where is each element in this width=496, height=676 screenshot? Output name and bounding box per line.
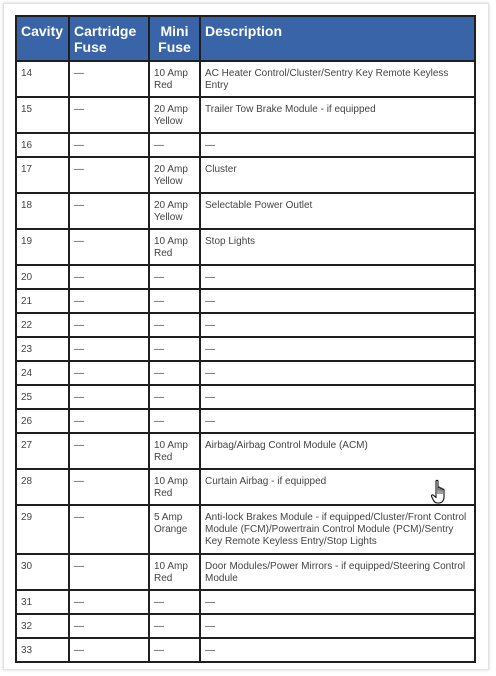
- mini-fuse-cell: 5 Amp Orange: [149, 505, 200, 554]
- cavity-cell: 18: [16, 193, 69, 229]
- cavity-cell: 15: [16, 97, 69, 133]
- cavity-cell: 27: [16, 433, 69, 469]
- cavity-cell: 26: [16, 409, 69, 433]
- cartridge-fuse-cell: —: [69, 289, 149, 313]
- mini-fuse-cell: —: [149, 337, 200, 361]
- table-row: [16, 614, 475, 638]
- header-cavity: Cavity: [16, 16, 69, 61]
- mini-fuse-cell: —: [149, 265, 200, 289]
- mini-fuse-cell: 20 Amp Yellow: [149, 97, 200, 133]
- description-cell: Cluster: [200, 157, 475, 193]
- description-cell: Selectable Power Outlet: [200, 193, 475, 229]
- cavity-cell: 28: [16, 469, 69, 505]
- table-row: [16, 361, 475, 385]
- table-row: [16, 265, 475, 289]
- header-cartridge-fuse: Cartridge Fuse: [69, 16, 149, 61]
- description-cell: —: [200, 409, 475, 433]
- description-cell: —: [200, 590, 475, 614]
- mini-fuse-cell: 10 Amp Red: [149, 433, 200, 469]
- cartridge-fuse-cell: —: [69, 313, 149, 337]
- table-row: [16, 385, 475, 409]
- description-cell: Anti-lock Brakes Module - if equipped/Cluster/Front Control Module (FCM)/Powertrain Control Module (PCM)/Sentry Key Remote Keyless Entry/Stop Lights: [200, 505, 475, 554]
- cavity-cell: 19: [16, 229, 69, 265]
- description-cell: —: [200, 361, 475, 385]
- hand-pointer-icon: [430, 479, 448, 505]
- mini-fuse-cell: 10 Amp Red: [149, 469, 200, 505]
- table-row: [16, 133, 475, 157]
- cavity-cell: 17: [16, 157, 69, 193]
- cartridge-fuse-cell: —: [69, 265, 149, 289]
- mini-fuse-cell: —: [149, 133, 200, 157]
- mini-fuse-cell: —: [149, 313, 200, 337]
- cavity-cell: 31: [16, 590, 69, 614]
- cartridge-fuse-cell: —: [69, 361, 149, 385]
- cartridge-fuse-cell: —: [69, 229, 149, 265]
- cavity-cell: 22: [16, 313, 69, 337]
- mini-fuse-cell: —: [149, 409, 200, 433]
- cavity-cell: 21: [16, 289, 69, 313]
- cavity-cell: 33: [16, 638, 69, 662]
- mini-fuse-cell: —: [149, 638, 200, 662]
- cavity-cell: 23: [16, 337, 69, 361]
- description-cell: Curtain Airbag - if equipped: [200, 469, 475, 505]
- table-header-row: [16, 16, 475, 61]
- mini-fuse-cell: —: [149, 590, 200, 614]
- description-cell: Airbag/Airbag Control Module (ACM): [200, 433, 475, 469]
- cartridge-fuse-cell: —: [69, 469, 149, 505]
- cavity-cell: 29: [16, 505, 69, 554]
- description-cell: —: [200, 313, 475, 337]
- table-row: [16, 409, 475, 433]
- cartridge-fuse-cell: —: [69, 61, 149, 97]
- cartridge-fuse-cell: —: [69, 193, 149, 229]
- cartridge-fuse-cell: —: [69, 433, 149, 469]
- cartridge-fuse-cell: —: [69, 157, 149, 193]
- table-row: [16, 97, 475, 133]
- mini-fuse-cell: —: [149, 289, 200, 313]
- table-row: [16, 469, 475, 505]
- mini-fuse-cell: —: [149, 361, 200, 385]
- mini-fuse-cell: 10 Amp Red: [149, 554, 200, 590]
- description-cell: —: [200, 337, 475, 361]
- table-row: [16, 505, 475, 554]
- description-cell: AC Heater Control/Cluster/Sentry Key Remote Keyless Entry: [200, 61, 475, 97]
- cartridge-fuse-cell: —: [69, 590, 149, 614]
- mini-fuse-cell: —: [149, 385, 200, 409]
- header-description: Description: [200, 16, 475, 61]
- mini-fuse-cell: 20 Amp Yellow: [149, 193, 200, 229]
- cavity-cell: 25: [16, 385, 69, 409]
- cavity-cell: 30: [16, 554, 69, 590]
- table-row: [16, 638, 475, 662]
- table-row: [16, 554, 475, 590]
- cavity-cell: 32: [16, 614, 69, 638]
- table-row: [16, 433, 475, 469]
- description-cell: —: [200, 265, 475, 289]
- cartridge-fuse-cell: —: [69, 638, 149, 662]
- cartridge-fuse-cell: —: [69, 385, 149, 409]
- table-row: [16, 157, 475, 193]
- cartridge-fuse-cell: —: [69, 97, 149, 133]
- cartridge-fuse-cell: —: [69, 337, 149, 361]
- mini-fuse-cell: —: [149, 614, 200, 638]
- mini-fuse-cell: 20 Amp Yellow: [149, 157, 200, 193]
- description-cell: —: [200, 385, 475, 409]
- description-cell: —: [200, 289, 475, 313]
- cartridge-fuse-cell: —: [69, 614, 149, 638]
- mini-fuse-cell: 10 Amp Red: [149, 61, 200, 97]
- description-cell: Stop Lights: [200, 229, 475, 265]
- description-cell: —: [200, 638, 475, 662]
- table-row: [16, 289, 475, 313]
- fuse-table: [15, 15, 476, 663]
- cavity-cell: 24: [16, 361, 69, 385]
- cavity-cell: 14: [16, 61, 69, 97]
- header-mini-fuse: Mini Fuse: [149, 16, 200, 61]
- table-row: [16, 313, 475, 337]
- table-row: [16, 337, 475, 361]
- cartridge-fuse-cell: —: [69, 133, 149, 157]
- table-row: [16, 229, 475, 265]
- description-cell: —: [200, 133, 475, 157]
- table-row: [16, 61, 475, 97]
- cavity-cell: 20: [16, 265, 69, 289]
- cavity-cell: 16: [16, 133, 69, 157]
- table-row: [16, 590, 475, 614]
- description-cell: Trailer Tow Brake Module - if equipped: [200, 97, 475, 133]
- description-cell: Door Modules/Power Mirrors - if equipped/Steering Control Module: [200, 554, 475, 590]
- cartridge-fuse-cell: —: [69, 409, 149, 433]
- cartridge-fuse-cell: —: [69, 554, 149, 590]
- mini-fuse-cell: 10 Amp Red: [149, 229, 200, 265]
- description-cell: —: [200, 614, 475, 638]
- cartridge-fuse-cell: —: [69, 505, 149, 554]
- table-row: [16, 193, 475, 229]
- table-body: [16, 61, 475, 662]
